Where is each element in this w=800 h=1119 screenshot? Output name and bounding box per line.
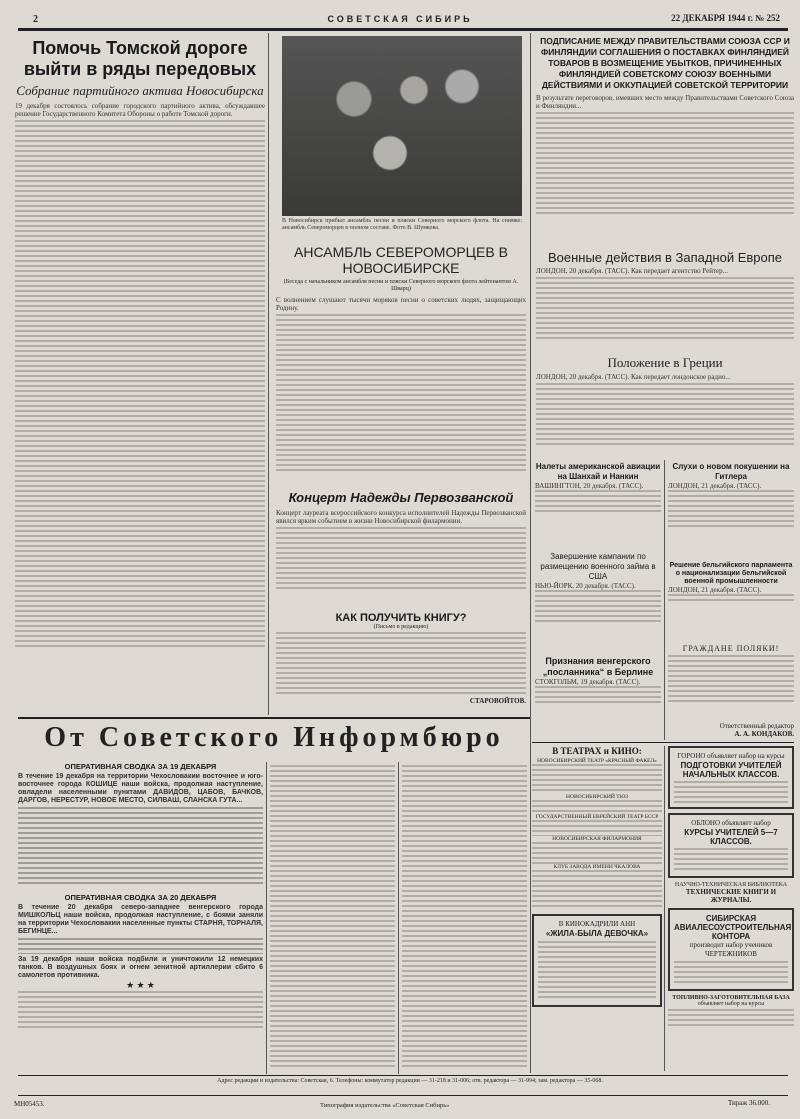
ad-title: ТЕХНИЧЕСКИЕ КНИГИ И ЖУРНАЛЫ. [685,888,777,904]
headline: В ТЕАТРАХ и КИНО: [552,746,642,756]
subhead: (Беседа с начальником ансамбля песни и пляски Северного морского флота лейтенантом А. Шварц) [283,279,519,292]
footer-address: Адрес редакции и издательства: Советская, 6. Телефоны: коммутатор редакции — 31-218 и 31-006; отв. редактора — 31-994; зам. редактора — 35-068. [217,1078,603,1084]
loan-article [535,552,661,625]
informburo-banner: От Советского Информбюро [44,722,504,753]
svodka-body-col3 [402,765,527,1070]
body-text [276,314,526,474]
raids-article [535,462,661,515]
body-text [668,490,794,530]
page-number: 2 [33,14,38,25]
footer-printer: Типография издательства «Советская Сибирь» [320,1102,450,1109]
ad-sub: ГОРОНО объявляет набор на курсы [677,752,785,760]
belgium-article [668,562,794,604]
body-text [276,632,526,697]
issue-number: № 252 [755,13,780,23]
body-text [668,1009,794,1027]
body-text [535,686,661,704]
ad-teachers-primary [668,746,794,809]
body-text [536,112,794,217]
film-title: «ЖИЛА-БЫЛА ДЕВОЧКА» [545,929,649,938]
body-text [668,655,794,705]
lead: В результате переговоров, имевших место между Правительствами Советского Союза и Финляндии... [536,94,794,110]
section-rule [18,717,530,719]
lead: ЛОНДОН, 20 декабря. (ТАСС). Как передает агентство Рейтер... [536,267,728,275]
headline: ОПЕРАТИВНАЯ СВОДКА ЗА 19 ДЕКАБРЯ [64,762,217,771]
lead: ЛОНДОН, 20 декабря. (ТАСС). Как передает лондонское радио... [536,373,731,381]
body-text [532,764,662,794]
theater-item: НОВОСИБИРСКИЙ ТЕАТР «КРАСНЫЙ ФАКЕЛ» [537,758,657,764]
headline: Военные действия в Западной Европе [547,250,783,265]
body-text [532,870,662,910]
ad-title: СИБИРСКАЯ АВИАЛЕСОУСТРОИТЕЛЬНАЯ КОНТОРА [674,914,792,941]
ad-sub: НАУЧНО-ТЕХНИЧЕСКАЯ БИБЛИОТЕКА [674,882,788,888]
theater-item: НОВОСИБИРСКИЙ ТЮЗ [566,794,628,800]
body-text [532,842,662,864]
signature: СТАРОВОЙТОВ. [469,697,526,705]
theater-item: КЛУБ ЗАВОДА ИМЕНИ ЧКАЛОВА [553,864,641,870]
ensemble-photo [282,36,522,216]
lead: 19 декабря состоялось собрание городского партийного актива, обсуждавшее решение Государственного Комитета Обороны о работе Томской дороги. [15,102,265,118]
footer-rule [18,1095,788,1096]
theater-item: ГОСУДАРСТВЕННЫЙ ЕВРЕЙСКИЙ ТЕАТР БССР [535,814,659,820]
ad-teachers-5-7 [668,813,794,878]
body-text [18,991,263,1031]
column-divider [664,746,665,1071]
paper-title: СОВЕТСКАЯ СИБИРЬ [327,14,473,24]
lead: ВАШИНГТОН, 20 декабря. (ТАСС). [535,482,644,490]
body-text [18,938,263,954]
ad-title: ТОПЛИВНО-ЗАГОТОВИТЕЛЬНАЯ БАЗА [672,995,790,1001]
greece-article [536,355,794,448]
issue-date [671,13,780,23]
body-text [532,820,662,836]
book-article [276,612,526,705]
west-europe-article [536,250,794,342]
footer-code: МН05453. [14,1100,45,1108]
ad-aviales [668,908,794,991]
body-text [535,490,661,515]
headline: Слухи о новом покушении на Гитлера [672,462,790,481]
tomsk-article [15,38,265,650]
column-divider [664,460,665,740]
body-text [276,527,526,592]
body-text [15,120,265,650]
theaters-listing [532,746,662,1007]
headline: КАК ПОЛУЧИТЬ КНИГУ? [335,612,467,624]
footer-rule [18,1075,788,1076]
ad-library [668,882,794,904]
ad-title: ПОДГОТОВКИ УЧИТЕЛЕЙ НАЧАЛЬНЫХ КЛАССОВ. [680,761,782,779]
ad-fuel-base [668,995,794,1027]
hitler-article [668,462,794,530]
svodka-body-col2 [270,765,395,1070]
headline: Положение в Греции [607,355,723,370]
headline: Концерт Надежды Первозванской [288,490,514,505]
editor-name: А. А. КОНДАКОВ. [734,730,794,738]
masthead-rule [18,28,788,31]
star-divider-icon: ★ ★ ★ [126,980,155,990]
headline: ГРАЖДАНЕ ПОЛЯКИ! [682,644,780,653]
svodka-19 [18,762,263,1031]
column-divider [268,33,269,715]
column-divider [398,762,399,1074]
body-text [18,807,263,885]
poles-notice [668,644,794,705]
lead: СТОКГОЛЬМ, 19 декабря. (ТАСС). [535,678,641,686]
column-divider [530,33,531,1073]
headline: Решение бельгийского парламента о национализации бельгийской военной промышленности [669,562,793,585]
lead: Концерт лауреата всероссийского конкурса исполнителей Надежды Первозванской явился ярким событием в жизни Новосибирской филармонии. [276,509,526,525]
hungary-article [535,656,661,704]
footer-run: Тираж 36.000. [727,1099,770,1107]
lead-20: В течение 20 декабря северо-западнее венгерского города МИШКОЛЬЦ наши войска, продолжая наступление, с боями заняли на территории Чехословакии населенные пункты СТАРНЯ, ТОРНАЛЯ, БЕГИНЦЕ... [18,904,263,935]
subhead: Собрание партийного актива Новосибирска [16,83,264,98]
section-rule [532,742,794,743]
lead: ЛОНДОН, 21 декабря. (ТАСС). [668,482,762,490]
subhead: (Письмо в редакцию) [373,624,429,630]
finland-article [536,36,794,217]
body-text [668,594,794,604]
theater-item: НОВОСИБИРСКАЯ ФИЛАРМОНИЯ [552,836,642,842]
body-text [674,848,788,872]
lead: С волнением слушают тысячи моряков песни о советских людях, защищающих Родину. [276,296,526,312]
body-text [538,941,656,1001]
ad-sub: ОБЛОНО объявляет набор [691,819,771,827]
headline-20: ОПЕРАТИВНАЯ СВОДКА ЗА 20 ДЕКАБРЯ [64,893,217,902]
body-text [674,961,788,985]
editor-credit [668,722,794,738]
photo-caption: В Новосибирск прибыл ансамбль песни и пляски Северного морского флота. На снимке: ансамбль Североморцев в полном составе. Фото В. Шумкова. [282,218,522,231]
ensemble-article [276,244,526,474]
body-text [536,383,794,448]
lead: НЬЮ-ЙОРК, 20 декабря. (ТАСС). [535,582,636,590]
headline: Помочь Томской дороге выйти в ряды передовых [23,38,257,79]
editor-label: Ответственный редактор [719,722,794,730]
body-text [536,277,794,342]
ad-title: КУРСЫ УЧИТЕЛЕЙ 5—7 КЛАССОВ. [684,828,778,846]
body-text [674,781,788,803]
body-text [535,590,661,625]
ad-sub: производит набор учеников ЧЕРТЕЖНИКОВ [689,941,773,958]
headline: Признания венгерского „посланника“ в Берлине [542,656,654,677]
headline: АНСАМБЛЬ СЕВЕРОМОРЦЕВ В НОВОСИБИРСКЕ [294,244,508,276]
film-ad [532,914,662,1007]
lead: В течение 19 декабря на территории Чехословакии восточнее и юго-восточнее города КОШИЦЕ наши войска, продолжая наступление, овладели населенными пунктами ДАВИДОВ, ЦАБОВ, БАЧКОВ, ДАРГОВ, НЕРЕСТУР, НОВОЕ МЕСТО, СИЛВАШ, СЛАНСКА ГУТА... [18,773,263,804]
headline: Завершение кампании по размещению военного займа в США [540,552,656,581]
column-divider [266,762,267,1074]
headline: Налеты американской авиации на Шанхай и Нанкин [535,462,661,481]
ads-column [668,746,794,1027]
headline: ПОДПИСАНИЕ МЕЖДУ ПРАВИТЕЛЬСТВАМИ СОЮЗА ССР И ФИНЛЯНДИИ СОГЛАШЕНИЯ О ПОСТАВКАХ ФИНЛЯНДИЕЙ ТОВАРОВ В ВОЗМЕЩЕНИЕ УБЫТКОВ, ПРИЧИНЕННЫХ ФИНЛЯНДИЕЙ СОВЕТСКОМУ СОЮЗУ ВОЕННЫМИ ДЕЙСТВИЯМИ И ОККУПАЦИЕЙ СОВЕТСКОЙ ТЕРРИТОРИИ [540,36,790,90]
body-text [532,800,662,814]
closing-summary: За 19 декабря наши войска подбили и уничтожили 12 немецких танков. В воздушных боях и огнем зенитной артиллерии сбито 6 самолетов противника. [18,956,263,979]
ad-sub: объявляет набор на курсы [697,1001,765,1007]
lead: ЛОНДОН, 21 декабря. (ТАСС). [668,586,762,594]
concert-article [276,490,526,592]
film-ad-sub: В КИНОКАДРИЛИ АНН [558,920,636,928]
date: 22 ДЕКАБРЯ 1944 г. [671,13,753,23]
